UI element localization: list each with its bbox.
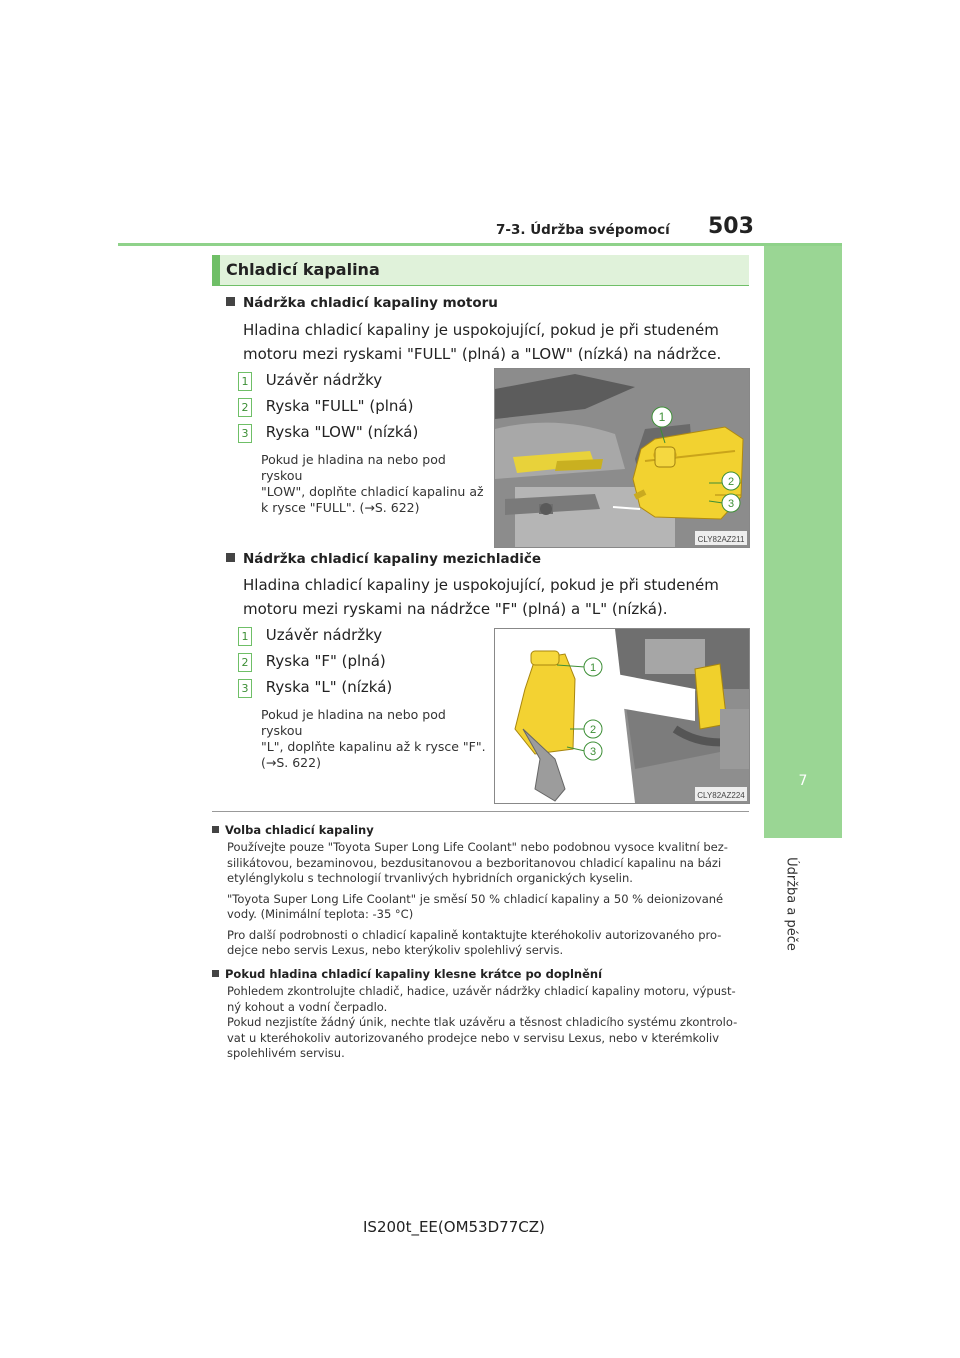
engine-item-3: [238, 423, 418, 443]
item-label: Ryska "FULL" (plná): [265, 397, 414, 415]
engine-item-1: [238, 371, 382, 391]
note-coolant-choice: [212, 823, 749, 959]
callout-number: 3: [238, 679, 252, 698]
item-label: Ryska "LOW" (nízká): [265, 423, 419, 441]
intercooler-item-2: [238, 652, 386, 672]
callout-number: 2: [238, 653, 252, 672]
square-bullet-icon: [226, 553, 235, 562]
svg-text:3: 3: [589, 746, 597, 758]
section-title: Chladicí kapalina: [226, 260, 380, 279]
callout-number: 1: [238, 627, 252, 646]
item-label: Ryska "F" (plná): [265, 652, 386, 670]
svg-text:2: 2: [589, 724, 597, 736]
intercooler-item-1: [238, 626, 382, 646]
intercooler-reservoir-text: Hladina chladicí kapaliny je uspokojující, pokud je při studeném motoru mezi ryskami na nádržce "F" (plná) a "L" (nízká).: [243, 576, 719, 618]
page-number: 503: [708, 214, 754, 239]
intercooler-item-3: [238, 678, 392, 698]
engine-reservoir-text: Hladina chladicí kapaliny je uspokojující, pokud je při studeném motoru mezi ryskami "FULL" (plná) a "LOW" (nízká) na nádržce.: [243, 321, 722, 363]
square-bullet-icon: [212, 970, 219, 977]
chapter-tab: [764, 246, 842, 838]
callout-number: 1: [238, 372, 252, 391]
note-body: Používejte pouze "Toyota Super Long Life Coolant" nebo podobnou vysoce kvalitní bez- silikátovou, bezaminovou, bezdusitanovou a bezboritanovou chladicí kapalinu na bázi etylénglykolu s technologií trvanlivých hybridních organických kyselin. "Toyota Super Long Life Coolant" je směsí 50 % chladicí kapaliny a 50 % deionizované vody. (Minimální teplota: -35 °C) Pro další podrobnosti o chladicí kapalině kontaktujte kteréhokoliv autorizovaného pro- dejce nebo servis Lexus, nebo kterýkoliv spolehlivý servis.: [227, 840, 728, 957]
engine-item-2: [238, 397, 413, 417]
intercooler-reservoir-title: Nádržka chladicí kapaliny mezichladiče: [226, 551, 541, 567]
notes-divider: [212, 811, 749, 812]
item-label: Ryska "L" (nízká): [265, 678, 393, 696]
note-title: Volba chladicí kapaliny: [212, 823, 749, 837]
chapter-label-text: Údržba a péče: [783, 857, 799, 951]
svg-text:3: 3: [727, 498, 735, 510]
manual-code: IS200t_EE(OM53D77CZ): [363, 1218, 545, 1236]
svg-text:1: 1: [658, 410, 666, 424]
callout-number: 3: [238, 424, 252, 443]
svg-text:2: 2: [727, 476, 735, 488]
section-banner: [212, 255, 749, 285]
header-rule: [118, 243, 842, 246]
callout-number: 2: [238, 398, 252, 417]
banner-accent: [212, 255, 220, 285]
engine-reservoir-image: [494, 368, 750, 548]
note-body: Pohledem zkontrolujte chladič, hadice, uzávěr nádržky chladicí kapaliny motoru, výpust- ný kohout a vodní čerpadlo. Pokud nezjistíte žádný únik, nechte tlak uzávěru a těsnost chladicího systému zkontrolo- vat u kteréhokoliv autorizovaného prodejce nebo v servisu Lexus, nebo v kterémkoliv spolehlivém servisu.: [227, 984, 738, 1060]
square-bullet-icon: [226, 297, 235, 306]
svg-text:1: 1: [589, 662, 597, 674]
note-title: Pokud hladina chladicí kapaliny klesne krátce po doplnění: [212, 967, 749, 981]
chapter-label: [778, 844, 804, 964]
banner-rule: [212, 285, 749, 286]
item-label: Uzávěr nádržky: [265, 626, 383, 644]
item-label: Uzávěr nádržky: [265, 371, 383, 389]
chapter-number: 7: [798, 773, 808, 789]
section-header: 7-3. Údržba svépomocí: [496, 222, 670, 238]
svg-text:CLY82AZ224: CLY82AZ224: [697, 791, 745, 800]
engine-note: Pokud je hladina na nebo pod ryskou "LOW", doplňte chladicí kapalinu až k rysce "FULL". (→S. 622): [261, 452, 484, 515]
note-coolant-drop: [212, 967, 749, 1062]
svg-text:CLY82AZ211: CLY82AZ211: [697, 535, 745, 544]
engine-reservoir-title: Nádržka chladicí kapaliny motoru: [226, 295, 498, 311]
square-bullet-icon: [212, 826, 219, 833]
intercooler-reservoir-image: [494, 628, 750, 804]
intercooler-note: Pokud je hladina na nebo pod ryskou "L", doplňte kapalinu až k rysce "F". (→S. 622): [261, 707, 486, 770]
